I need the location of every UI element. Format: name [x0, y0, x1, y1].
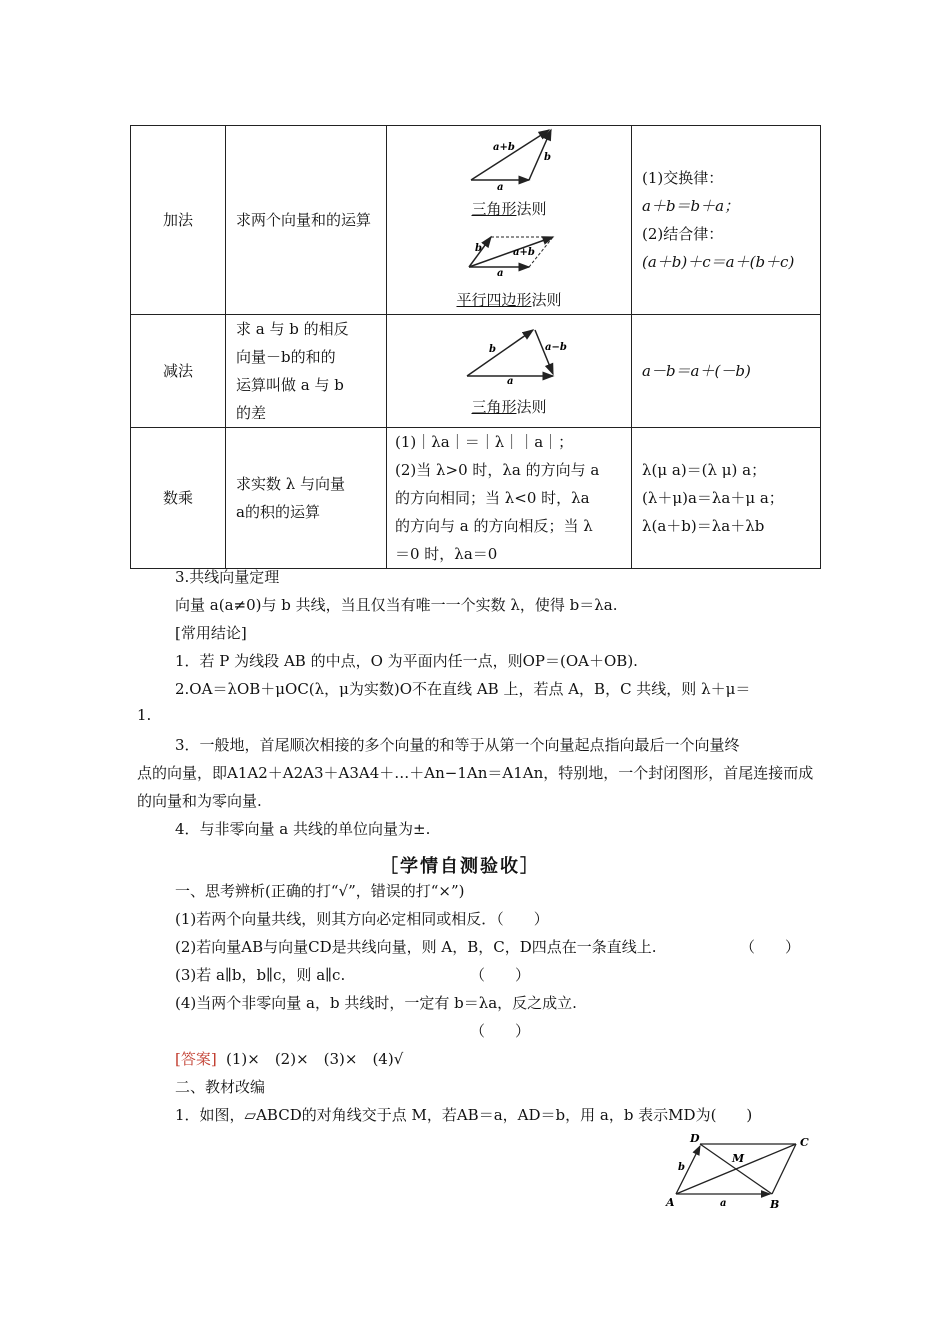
table-row [131, 428, 821, 569]
op-name: 减法 [131, 315, 226, 428]
question: (1)若两个向量共线，则其方向必定相同或相反．（ ） [175, 910, 549, 928]
paragraph: 4．与非零向量 a 共线的单位向量为±. [175, 820, 431, 838]
op-definition-text: 求两个向量和的运算 [236, 211, 372, 229]
op-name: 加法 [131, 126, 226, 315]
label-b: b [678, 1162, 685, 1173]
answer-blank: （ ） [470, 966, 531, 984]
paragraph: 向量 a(a≠0)与 b 共线，当且仅当有唯一一个实数 λ，使得 b＝λa. [175, 596, 618, 614]
point-A: A [666, 1196, 675, 1209]
subtraction-figure [449, 322, 569, 387]
paragraph: 1. [137, 706, 152, 724]
label-a-plus-b: a+b [513, 247, 535, 258]
label-b: b [489, 343, 496, 355]
point-M: M [732, 1152, 745, 1165]
op-name: 数乘 [131, 428, 226, 569]
op-laws: λ(μ a)＝(λ μ) a； (λ＋μ)a＝λa＋μ a； λ(a＋b)＝λa＋λb [632, 428, 821, 569]
label-a-plus-b: a+b [493, 142, 515, 153]
section-heading: [常用结论] [175, 624, 247, 642]
op-rule-figure [387, 315, 632, 428]
op-rule-figure [387, 126, 632, 315]
answer-label: [答案] [175, 1050, 217, 1068]
question: (4)当两个非零向量 a，b 共线时，一定有 b＝λa，反之成立. [175, 994, 577, 1012]
rule-caption: 平行四边形法则 [456, 291, 562, 309]
paragraph: 1．若 P 为线段 AB 的中点，O 为平面内任一点，则OP＝(OA＋OB). [175, 652, 638, 670]
table-row [131, 315, 821, 428]
parallelogram-figure [660, 1132, 820, 1212]
label-b: b [544, 152, 551, 163]
rule-caption: 三角形法则 [471, 397, 547, 416]
point-C: C [800, 1136, 809, 1149]
table-row [131, 126, 821, 315]
paragraph: 点的向量，即A1A2＋A2A3＋A3A4＋…＋An−1An＝A1An，特别地，一个封闭图形，首尾连接而成 [137, 764, 814, 782]
question: (2)若向量AB与向量CD是共线向量，则 A，B，C，D四点在一条直线上. [175, 938, 657, 956]
label-a: a [507, 375, 514, 387]
question: (3)若 a∥b，b∥c，则 a∥c. [175, 966, 346, 984]
parallelogram-rule-figure [449, 223, 569, 277]
paragraph: 2.OA＝λOB＋μOC(λ，μ为实数)O不在直线 AB 上，若点 A，B，C 共线，则 λ＋μ＝ [175, 680, 751, 698]
op-definition: 求 a 与 b 的相反 向量－b的和的 运算叫做 a 与 b 的差 [226, 315, 387, 428]
op-laws: (1)交换律： a＋b＝b＋a； (2)结合律： (a＋b)＋c＝a＋(b＋c) [632, 126, 821, 315]
label-a: a [497, 182, 504, 193]
triangle-rule-figure [449, 126, 569, 193]
section-title: ［学情自测验收］ [380, 856, 540, 877]
answer-blank: （ ） [470, 1022, 531, 1040]
paragraph: 3．一般地，首尾顺次相接的多个向量的和等于从第一个向量起点指向最后一个向量终 [175, 736, 740, 754]
section-heading: 3.共线向量定理 [175, 568, 280, 586]
vector-operations-table [130, 125, 821, 569]
answer-blank: （ ） [740, 938, 801, 956]
op-rule-text: (1)｜λa｜＝｜λ｜｜a｜； (2)当 λ>0 时，λa 的方向与 a 的方向相同；当 λ<0 时，λa 的方向与 a 的方向相反；当 λ ＝0 时，λa＝0 [387, 428, 632, 569]
op-definition [226, 126, 387, 315]
point-D: D [690, 1132, 700, 1145]
paragraph: 的向量和为零向量. [137, 792, 262, 810]
label-a: a [497, 268, 504, 279]
question-heading: 一、思考辨析(正确的打“√”，错误的打“×”) [175, 882, 465, 900]
rule-caption: 三角形法则 [471, 200, 547, 218]
op-definition: 求实数 λ 与向量 a的积的运算 [226, 428, 387, 569]
answer-text: (1)× (2)× (3)× (4)√ [226, 1050, 404, 1068]
question-heading: 二、教材改编 [175, 1078, 266, 1096]
label-a: a [720, 1198, 727, 1209]
point-B: B [770, 1198, 780, 1211]
label-a-minus-b: a−b [545, 341, 567, 353]
question: 1．如图，▱ABCD的对角线交于点 M，若AB＝a，AD＝b，用 a，b 表示MD为( ) [175, 1106, 753, 1124]
label-b: b [475, 243, 482, 254]
op-laws: a－b＝a＋(－b) [632, 315, 821, 428]
